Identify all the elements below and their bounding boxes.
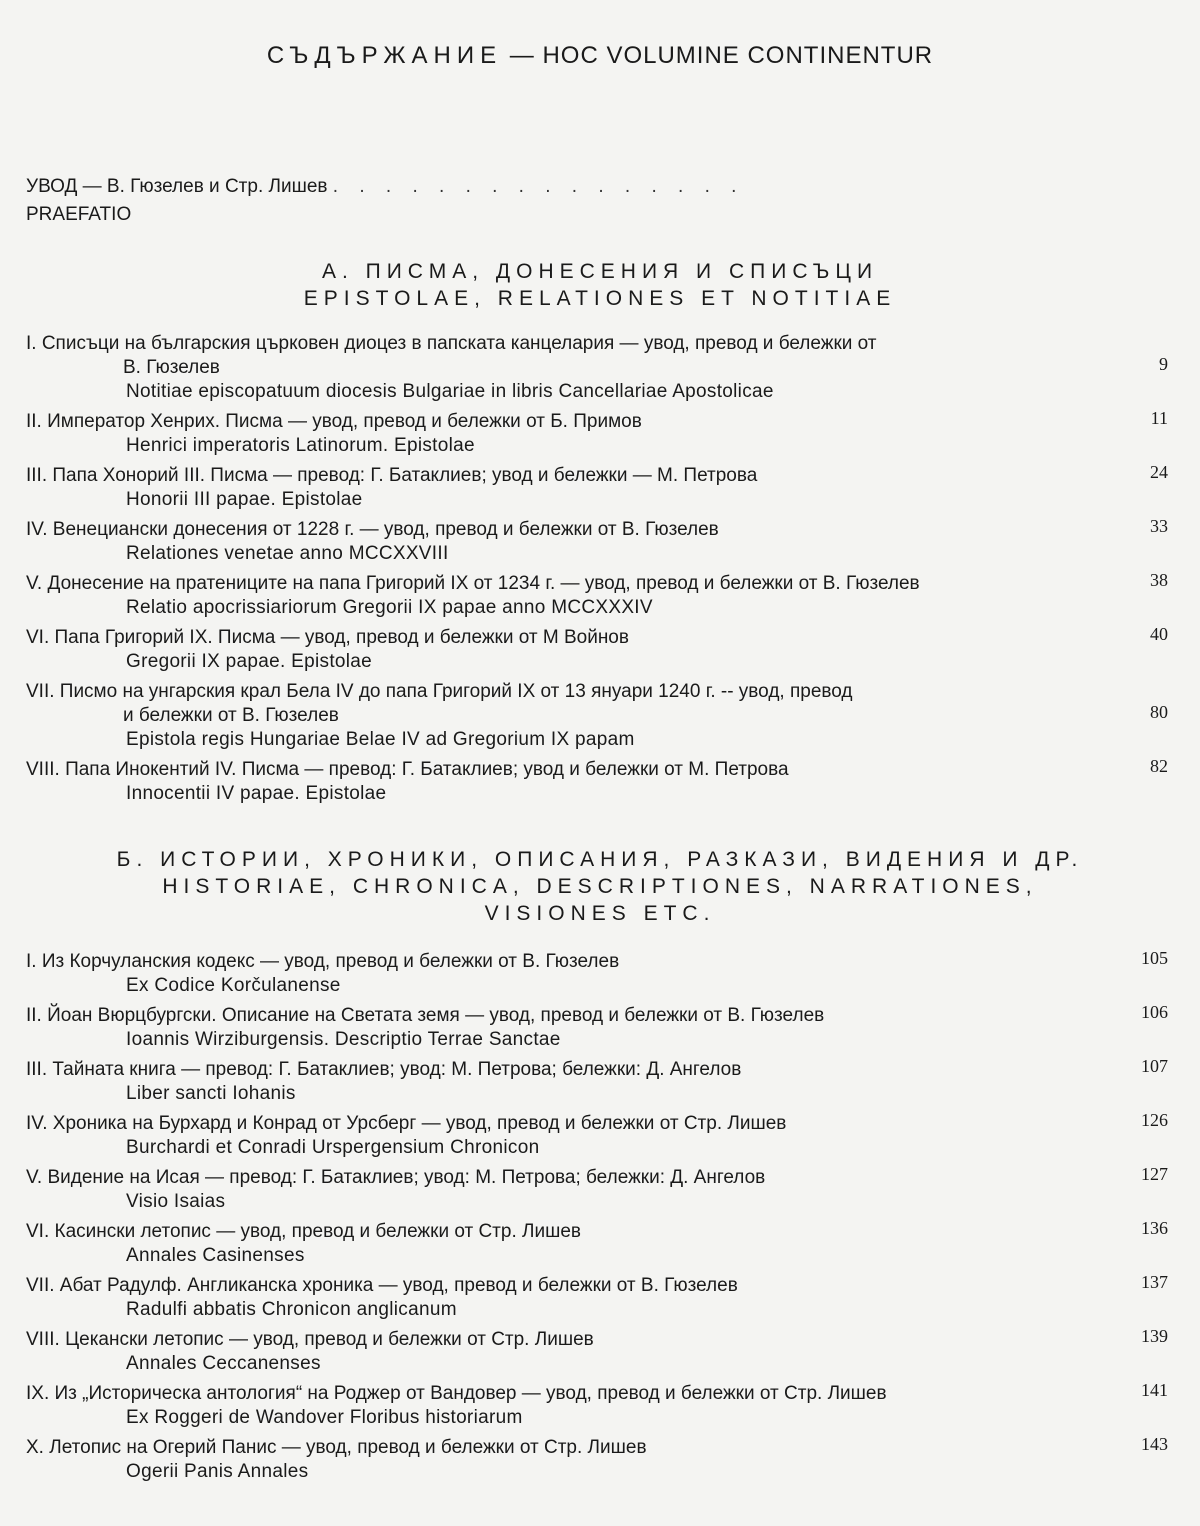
entry-page-number: 143 bbox=[1141, 1434, 1168, 1454]
toc-entry[interactable] bbox=[26, 680, 1176, 752]
entry-latin-title: Burchardi et Conradi Urspergensium Chronicon bbox=[126, 1137, 540, 1158]
entry-page-number: 141 bbox=[1141, 1380, 1168, 1400]
entry-title: IV. Хроника на Бурхард и Конрад от Урсберг — увод, превод и бележки от Стр. Лишев bbox=[26, 1113, 787, 1134]
entry-latin-title: Radulfi abbatis Chronicon anglicanum bbox=[126, 1299, 457, 1320]
toc-entry[interactable] bbox=[26, 572, 1176, 620]
entry-page-number: 137 bbox=[1141, 1272, 1168, 1292]
leader-dots: . . . . . . . . . . . . . . . . bbox=[332, 176, 745, 197]
toc-entry[interactable] bbox=[26, 410, 1176, 458]
entry-page-number: 24 bbox=[1150, 462, 1168, 482]
entry-page-number: 139 bbox=[1141, 1326, 1168, 1346]
entry-latin-title: Epistola regis Hungariae Belae IV ad Gregorium IX papam bbox=[126, 729, 635, 750]
entry-page-number: 38 bbox=[1150, 570, 1168, 590]
entry-latin-title: Notitiae episcopatuum diocesis Bulgariae in libris Cancellariae Apostolicae bbox=[126, 381, 774, 402]
entry-page-number: 105 bbox=[1141, 948, 1168, 968]
entry-title: VI. Касински летопис — увод, превод и бележки от Стр. Лишев bbox=[26, 1221, 581, 1242]
entry-latin-title: Gregorii IX papae. Epistolae bbox=[126, 651, 373, 672]
entry-title: VIII. Цекански летопис — увод, превод и бележки от Стр. Лишев bbox=[26, 1329, 594, 1350]
entry-title: IX. Из „Историческа антология“ на Роджер от Вандовер — увод, превод и бележки от Стр. Лишев bbox=[26, 1383, 887, 1404]
entry-page-number: 40 bbox=[1150, 624, 1168, 644]
entry-title: V. Видение на Исая — превод: Г. Батаклиев; увод: М. Петрова; бележки: Д. Ангелов bbox=[26, 1167, 766, 1188]
section-b-heading: Б. ИСТОРИИ, ХРОНИКИ, ОПИСАНИЯ, РАЗКАЗИ, ВИДЕНИЯ И ДР. HISTORIAE, CHRONICA, DESCRIPTIONES, NARRATIONES, VISIONES ETC. bbox=[116, 848, 1084, 925]
toc-entry[interactable] bbox=[26, 758, 1176, 806]
entry-page-number: 11 bbox=[1150, 408, 1168, 428]
entry-title: X. Летопис на Огерий Панис — увод, превод и бележки от Стр. Лишев bbox=[26, 1437, 647, 1458]
page-title: СЪДЪРЖАНИЕ — HOC VOLUMINE CONTINENTUR bbox=[266, 42, 934, 69]
entry-latin-title: Ex Roggeri de Wandover Floribus historiarum bbox=[126, 1407, 523, 1428]
entry-latin-title: Relatio apocrissiariorum Gregorii IX papae anno MCCXXXIV bbox=[126, 597, 653, 618]
entry-page-number: 33 bbox=[1150, 516, 1168, 536]
entry-title: VIII. Папа Инокентий IV. Писма — превод: Г. Батаклиев; увод и бележки от М. Петрова bbox=[26, 759, 789, 780]
toc-entry[interactable] bbox=[26, 1166, 1176, 1214]
toc-entry[interactable] bbox=[26, 464, 1176, 512]
entry-title: I. Из Корчуланския кодекс — увод, превод и бележки от В. Гюзелев bbox=[26, 951, 620, 972]
entry-title: VI. Папа Григорий IX. Писма — увод, превод и бележки от М Войнов bbox=[26, 627, 629, 648]
toc-entry[interactable] bbox=[26, 1436, 1176, 1484]
entry-latin-title: Annales Casinenses bbox=[126, 1245, 305, 1266]
entry-page-number: 126 bbox=[1141, 1110, 1168, 1130]
entry-latin-title: Ioannis Wirziburgensis. Descriptio Terrae Sanctae bbox=[126, 1029, 561, 1050]
entry-latin-title: Annales Ceccanenses bbox=[126, 1353, 321, 1374]
toc-entry[interactable] bbox=[26, 1058, 1176, 1106]
entry-latin-title: Innocentii IV papae. Epistolae bbox=[126, 783, 387, 804]
entry-title: I. Списъци на българския църковен диоцез в папската канцелария — увод, превод и бележки от bbox=[26, 333, 877, 354]
toc-entry[interactable] bbox=[26, 1382, 1176, 1430]
entry-page-number: 9 bbox=[1159, 354, 1168, 374]
entry-title: VII. Писмо на унгарския крал Бела IV до папа Григорий IX от 13 януари 1240 г. -- увод, превод bbox=[26, 681, 853, 702]
entry-title: III. Папа Хонорий III. Писма — превод: Г. Батаклиев; увод и бележки — М. Петрова bbox=[26, 465, 758, 486]
entry-latin-title: Ex Codice Korčulanense bbox=[126, 975, 341, 996]
intro-latin: PRAEFATIO bbox=[26, 204, 132, 225]
entry-latin-title: Visio Isaias bbox=[126, 1191, 226, 1212]
entry-page-number: 136 bbox=[1141, 1218, 1168, 1238]
section-a-heading: А. ПИСМА, ДОНЕСЕНИЯ И СПИСЪЦИ EPISTOLAE, RELATIONES ET NOTITIAE bbox=[303, 260, 897, 310]
toc-entry[interactable] bbox=[26, 1220, 1176, 1268]
toc-entry[interactable] bbox=[26, 518, 1176, 566]
toc-entry[interactable] bbox=[26, 1274, 1176, 1322]
entry-title: III. Тайната книга — превод: Г. Батаклиев; увод: М. Петрова; бележки: Д. Ангелов bbox=[26, 1059, 742, 1080]
intro-entry: УВОД — В. Гюзелев и Стр. Лишев . . . . . . . . . . . . . . . . bbox=[26, 176, 745, 197]
entry-page-number: 127 bbox=[1141, 1164, 1168, 1184]
entry-title: IV. Венециански донесения от 1228 г. — увод, превод и бележки от В. Гюзелев bbox=[26, 519, 719, 540]
toc-entry[interactable] bbox=[26, 332, 1176, 404]
toc-entry[interactable] bbox=[26, 1112, 1176, 1160]
entry-latin-title: Relationes venetae anno MCCXXVIII bbox=[126, 543, 449, 564]
entry-latin-title: Henrici imperatoris Latinorum. Epistolae bbox=[126, 435, 475, 456]
entry-title-continued: В. Гюзелев bbox=[123, 357, 220, 378]
entry-page-number: 82 bbox=[1150, 756, 1168, 776]
entry-latin-title: Liber sancti Iohanis bbox=[126, 1083, 296, 1104]
toc-entry[interactable] bbox=[26, 1004, 1176, 1052]
entry-latin-title: Honorii III papae. Epistolae bbox=[126, 489, 363, 510]
entry-title: VII. Абат Радулф. Англиканска хроника — увод, превод и бележки от В. Гюзелев bbox=[26, 1275, 738, 1296]
toc-entry[interactable] bbox=[26, 950, 1176, 998]
toc-entry[interactable] bbox=[26, 626, 1176, 674]
entry-title: II. Йоан Вюрцбургски. Описание на Светата земя — увод, превод и бележки от В. Гюзелев bbox=[26, 1005, 825, 1026]
entry-latin-title: Ogerii Panis Annales bbox=[126, 1461, 309, 1482]
entry-page-number: 107 bbox=[1141, 1056, 1168, 1076]
entry-page-number: 80 bbox=[1150, 702, 1168, 722]
entry-title-continued: и бележки от В. Гюзелев bbox=[123, 705, 339, 726]
toc-entry[interactable] bbox=[26, 1328, 1176, 1376]
entry-page-number: 106 bbox=[1141, 1002, 1168, 1022]
entry-title: II. Император Хенрих. Писма — увод, превод и бележки от Б. Примов bbox=[26, 411, 642, 432]
entry-title: V. Донесение на пратениците на папа Григорий IX от 1234 г. — увод, превод и бележки от В. Гюзелев bbox=[26, 573, 920, 594]
